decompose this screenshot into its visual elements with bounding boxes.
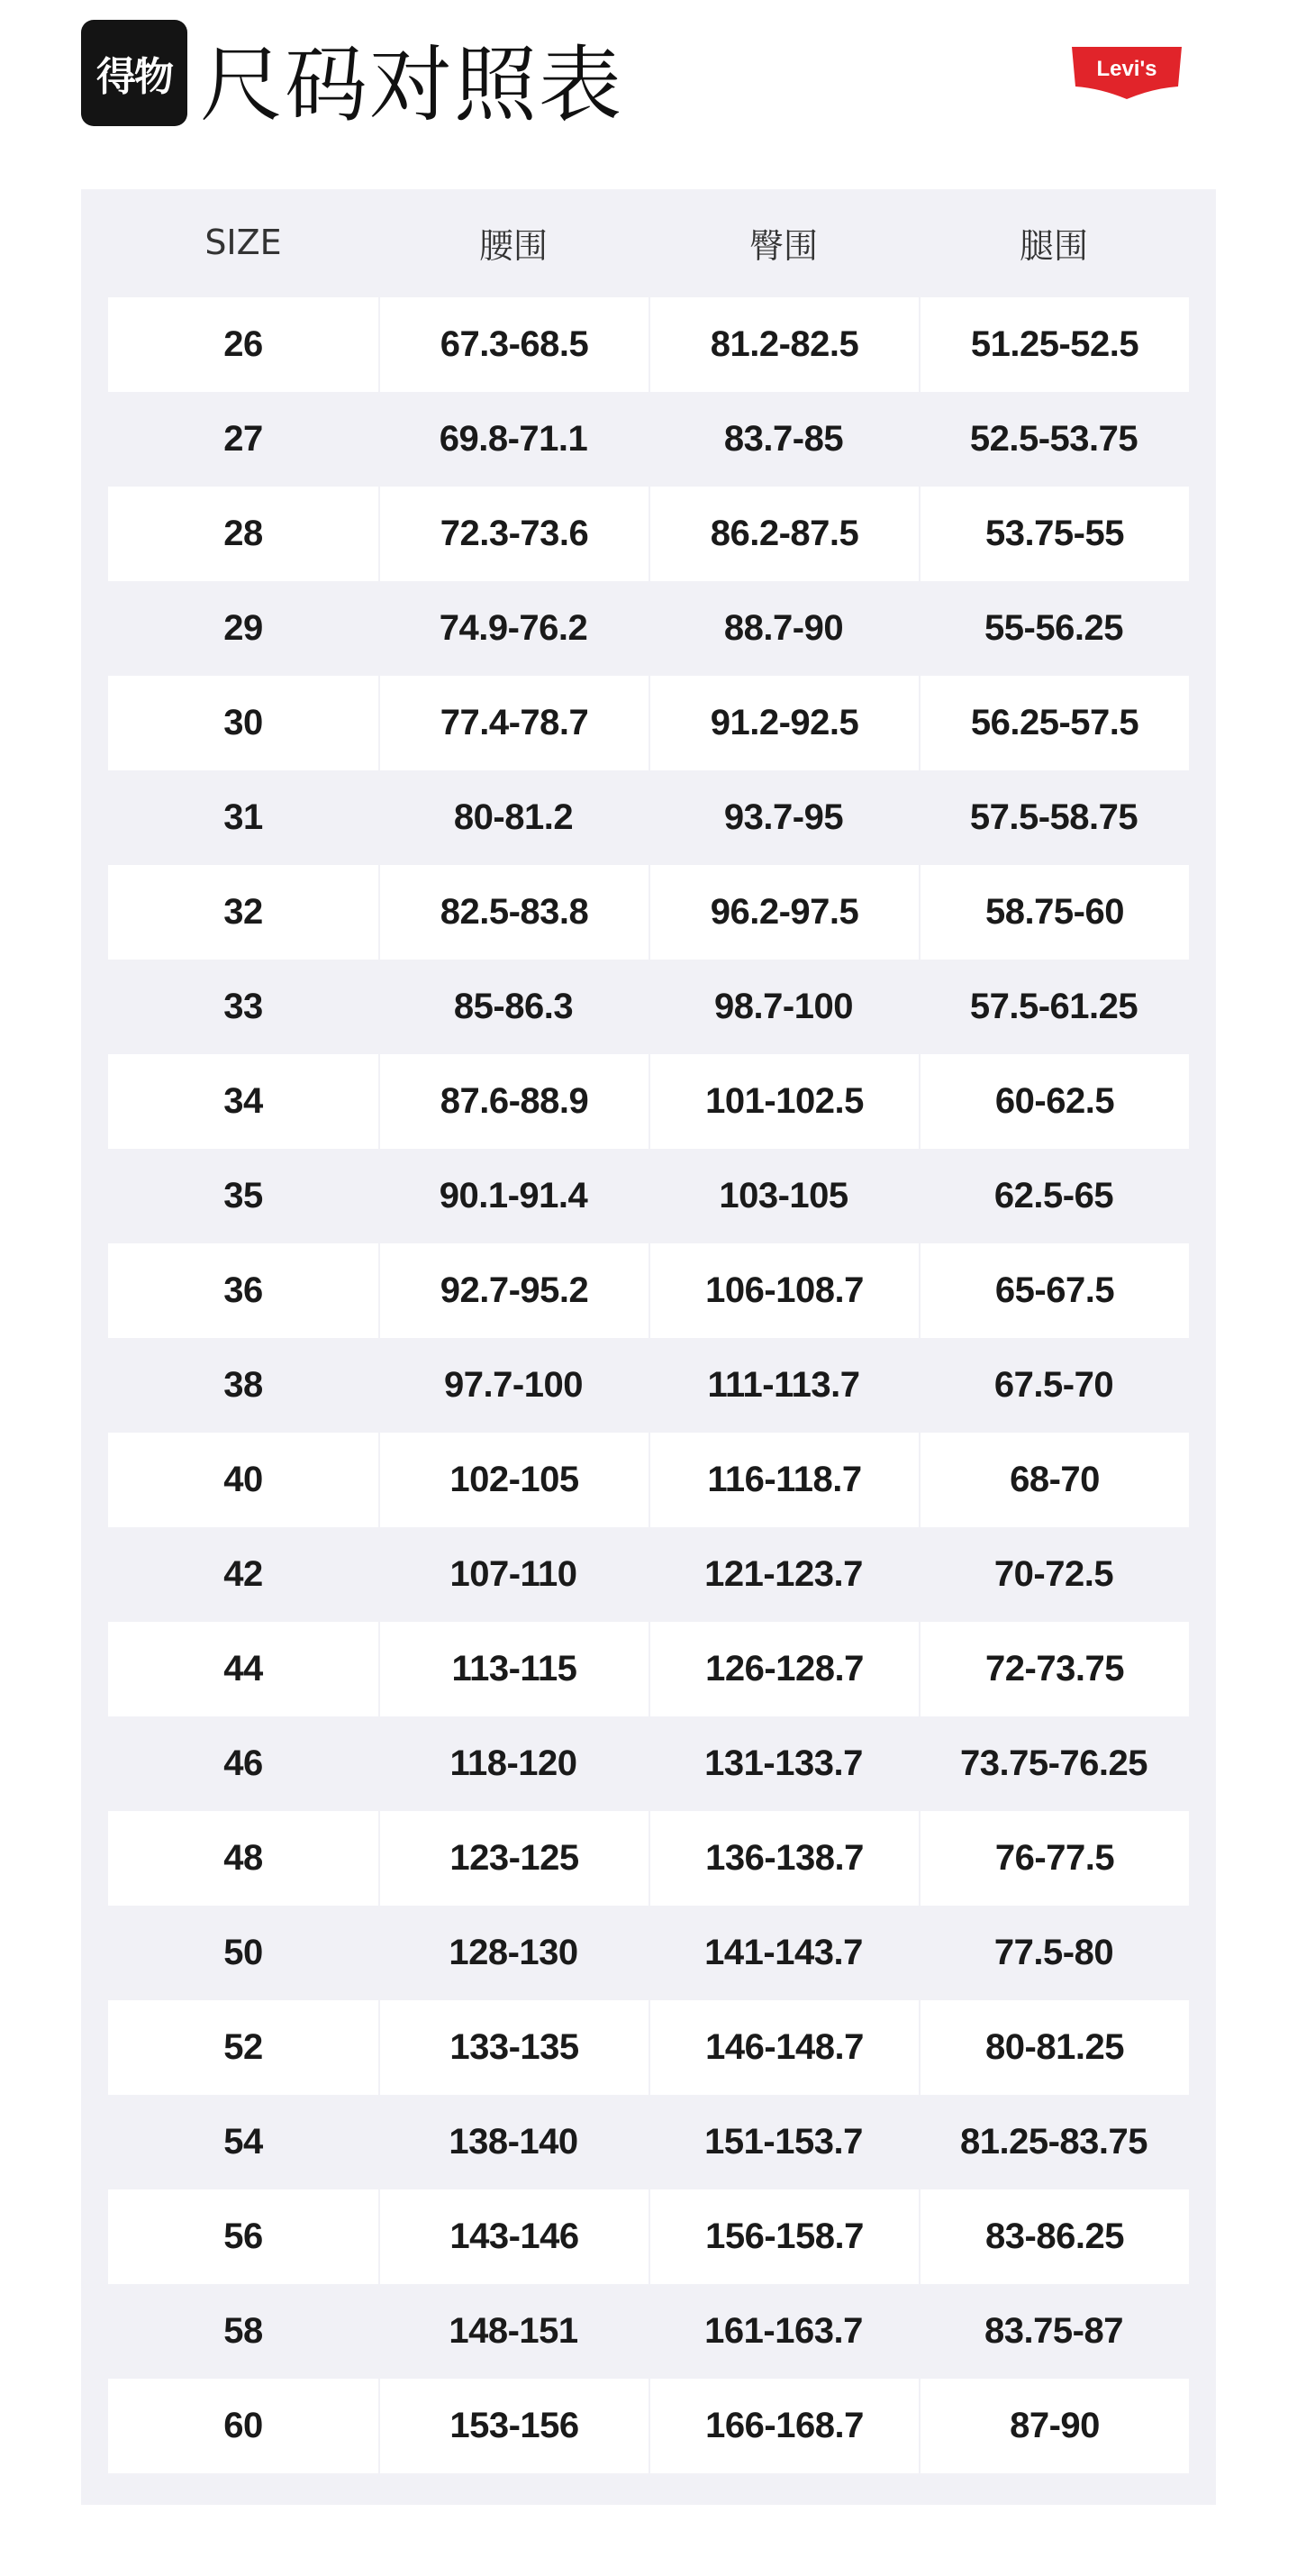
measurement-cell: 51.25-52.5 bbox=[919, 297, 1189, 392]
table-row bbox=[108, 1906, 1189, 2000]
column-header-2: 臀围 bbox=[748, 225, 818, 266]
size-cell: 36 bbox=[108, 1243, 378, 1338]
measurement-cell: 96.2-97.5 bbox=[648, 865, 919, 960]
measurement-cell: 87-90 bbox=[919, 2379, 1189, 2473]
measurement-cell: 93.7-95 bbox=[723, 797, 844, 837]
measurement-cell: 113-115 bbox=[378, 1622, 648, 1716]
size-cell: 60 bbox=[108, 2379, 378, 2473]
measurement-cell: 102-105 bbox=[378, 1433, 648, 1527]
measurement-cell: 83.75-87 bbox=[984, 2311, 1123, 2351]
table-row bbox=[108, 1054, 1189, 1149]
size-cell: 38 bbox=[223, 1365, 263, 1405]
size-cell: 44 bbox=[108, 1622, 378, 1716]
measurement-cell: 87.6-88.9 bbox=[378, 1054, 648, 1149]
measurement-cell: 62.5-65 bbox=[993, 1176, 1114, 1215]
measurement-cell: 153-156 bbox=[378, 2379, 648, 2473]
table-row bbox=[108, 770, 1189, 865]
table-row bbox=[108, 1338, 1189, 1433]
measurement-cell: 56.25-57.5 bbox=[919, 676, 1189, 770]
measurement-cell: 58.75-60 bbox=[919, 865, 1189, 960]
measurement-cell: 106-108.7 bbox=[648, 1243, 919, 1338]
table-row bbox=[108, 487, 1189, 581]
size-cell: 31 bbox=[223, 797, 263, 837]
measurement-cell: 83.7-85 bbox=[723, 419, 844, 459]
measurement-cell: 70-72.5 bbox=[993, 1554, 1114, 1594]
measurement-cell: 148-151 bbox=[449, 2311, 578, 2351]
measurement-cell: 133-135 bbox=[378, 2000, 648, 2095]
table-row bbox=[108, 2000, 1189, 2095]
measurement-cell: 85-86.3 bbox=[453, 987, 574, 1026]
table-row bbox=[108, 865, 1189, 960]
table-row bbox=[108, 1622, 1189, 1716]
measurement-cell: 77.5-80 bbox=[993, 1933, 1114, 1972]
measurement-cell: 81.2-82.5 bbox=[648, 297, 919, 392]
measurement-cell: 126-128.7 bbox=[648, 1622, 919, 1716]
measurement-cell: 77.4-78.7 bbox=[378, 676, 648, 770]
measurement-cell: 131-133.7 bbox=[704, 1743, 863, 1783]
app-logo-text: 得物 bbox=[96, 54, 172, 100]
table-row bbox=[108, 581, 1189, 676]
measurement-cell: 57.5-58.75 bbox=[969, 797, 1138, 837]
measurement-cell: 72.3-73.6 bbox=[378, 487, 648, 581]
measurement-cell: 111-113.7 bbox=[707, 1365, 860, 1405]
measurement-cell: 121-123.7 bbox=[704, 1554, 863, 1594]
measurement-cell: 151-153.7 bbox=[704, 2122, 863, 2162]
measurement-cell: 83-86.25 bbox=[919, 2189, 1189, 2284]
measurement-cell: 81.25-83.75 bbox=[959, 2122, 1147, 2162]
measurement-cell: 128-130 bbox=[449, 1933, 578, 1972]
table-header bbox=[108, 189, 1189, 296]
table-row bbox=[108, 960, 1189, 1054]
measurement-cell: 68-70 bbox=[919, 1433, 1189, 1527]
measurement-cell: 74.9-76.2 bbox=[439, 608, 588, 648]
measurement-cell: 86.2-87.5 bbox=[648, 487, 919, 581]
measurement-cell: 143-146 bbox=[378, 2189, 648, 2284]
measurement-cell: 107-110 bbox=[449, 1554, 577, 1594]
levis-brand-logo bbox=[1070, 45, 1184, 101]
measurement-cell: 116-118.7 bbox=[648, 1433, 919, 1527]
measurement-cell: 136-138.7 bbox=[648, 1811, 919, 1906]
measurement-cell: 138-140 bbox=[449, 2122, 578, 2162]
dewu-app-logo bbox=[81, 20, 187, 126]
table-row bbox=[108, 297, 1189, 392]
table-row bbox=[108, 1243, 1189, 1338]
table-row bbox=[108, 2095, 1189, 2189]
measurement-cell: 103-105 bbox=[719, 1176, 848, 1215]
size-cell: 34 bbox=[108, 1054, 378, 1149]
measurement-cell: 98.7-100 bbox=[714, 987, 853, 1026]
measurement-cell: 118-120 bbox=[449, 1743, 577, 1783]
table-row bbox=[108, 676, 1189, 770]
measurement-cell: 166-168.7 bbox=[648, 2379, 919, 2473]
measurement-cell: 53.75-55 bbox=[919, 487, 1189, 581]
page-title: 尺码对照表 bbox=[200, 37, 624, 133]
size-table bbox=[81, 189, 1216, 2505]
size-cell: 46 bbox=[223, 1743, 263, 1783]
measurement-cell: 57.5-61.25 bbox=[969, 987, 1138, 1026]
measurement-cell: 76-77.5 bbox=[919, 1811, 1189, 1906]
measurement-cell: 146-148.7 bbox=[648, 2000, 919, 2095]
size-cell: 52 bbox=[108, 2000, 378, 2095]
size-cell: 48 bbox=[108, 1811, 378, 1906]
size-cell: 56 bbox=[108, 2189, 378, 2284]
column-header-0: SIZE bbox=[204, 223, 282, 262]
measurement-cell: 123-125 bbox=[378, 1811, 648, 1906]
measurement-cell: 60-62.5 bbox=[919, 1054, 1189, 1149]
size-cell: 30 bbox=[108, 676, 378, 770]
size-cell: 42 bbox=[223, 1554, 263, 1594]
measurement-cell: 72-73.75 bbox=[919, 1622, 1189, 1716]
measurement-cell: 90.1-91.4 bbox=[439, 1176, 588, 1215]
column-header-1: 腰围 bbox=[478, 225, 548, 266]
measurement-cell: 91.2-92.5 bbox=[648, 676, 919, 770]
size-cell: 58 bbox=[223, 2311, 263, 2351]
measurement-cell: 67.3-68.5 bbox=[378, 297, 648, 392]
measurement-cell: 141-143.7 bbox=[704, 1933, 863, 1972]
size-cell: 29 bbox=[223, 608, 263, 648]
measurement-cell: 69.8-71.1 bbox=[439, 419, 588, 459]
column-header-3: 腿围 bbox=[1019, 225, 1088, 266]
size-cell: 27 bbox=[223, 419, 263, 459]
measurement-cell: 80-81.25 bbox=[919, 2000, 1189, 2095]
measurement-cell: 73.75-76.25 bbox=[959, 1743, 1147, 1783]
measurement-cell: 101-102.5 bbox=[648, 1054, 919, 1149]
measurement-cell: 80-81.2 bbox=[453, 797, 574, 837]
measurement-cell: 97.7-100 bbox=[444, 1365, 583, 1405]
measurement-cell: 156-158.7 bbox=[648, 2189, 919, 2284]
measurement-cell: 67.5-70 bbox=[993, 1365, 1114, 1405]
size-cell: 35 bbox=[223, 1176, 263, 1215]
table-body bbox=[108, 297, 1189, 2473]
table-row bbox=[108, 1811, 1189, 1906]
size-cell: 28 bbox=[108, 487, 378, 581]
measurement-cell: 65-67.5 bbox=[919, 1243, 1189, 1338]
table-row bbox=[108, 1433, 1189, 1527]
table-row bbox=[108, 1527, 1189, 1622]
brand-logo-text: Levi's bbox=[1096, 57, 1157, 81]
measurement-cell: 52.5-53.75 bbox=[969, 419, 1138, 459]
size-cell: 32 bbox=[108, 865, 378, 960]
measurement-cell: 161-163.7 bbox=[704, 2311, 863, 2351]
measurement-cell: 55-56.25 bbox=[984, 608, 1123, 648]
size-cell: 33 bbox=[223, 987, 263, 1026]
measurement-cell: 82.5-83.8 bbox=[378, 865, 648, 960]
table-row bbox=[108, 2189, 1189, 2284]
table-row bbox=[108, 1716, 1189, 1811]
measurement-cell: 92.7-95.2 bbox=[378, 1243, 648, 1338]
size-cell: 54 bbox=[223, 2122, 263, 2162]
size-cell: 40 bbox=[108, 1433, 378, 1527]
table-row bbox=[108, 392, 1189, 487]
measurement-cell: 88.7-90 bbox=[723, 608, 844, 648]
size-cell: 26 bbox=[108, 297, 378, 392]
table-row bbox=[108, 2379, 1189, 2473]
size-cell: 50 bbox=[223, 1933, 263, 1972]
table-row bbox=[108, 1149, 1189, 1243]
table-row bbox=[108, 2284, 1189, 2379]
